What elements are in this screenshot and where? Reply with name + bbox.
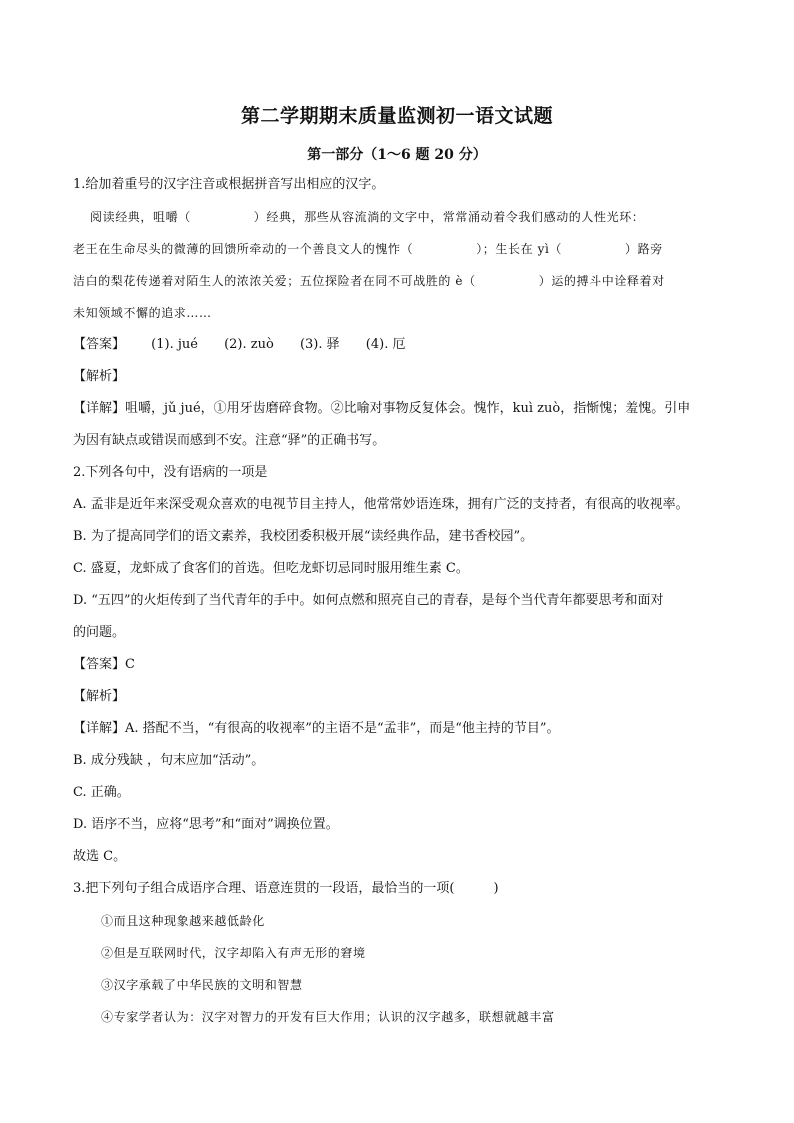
section-subtitle: 第一部分（1～6 题 20 分） [307, 147, 487, 163]
q1-answer-row [73, 336, 427, 354]
q2-option-d-cont: 的问题。 [73, 625, 126, 640]
question-3-stem: 3.把下列句子组合成语序合理、语意连贯的一段语，最恰当的一项( ) [73, 881, 499, 896]
answer-item: (1). jué [151, 337, 198, 352]
page-title: 第二学期期末质量监测初一语文试题 [240, 105, 553, 127]
answer-item: (2). zuò [224, 337, 274, 352]
q2-detail-line: 故选 C。 [73, 849, 127, 864]
q1-passage-line: 未知领域不懈的追求…… [73, 306, 212, 320]
q2-answer: 【答案】C [73, 657, 135, 672]
q3-item: ①而且这种现象越来越低龄化 [101, 914, 265, 928]
question-1-stem: 1.给加着重号的汉字注音或根据拼音写出相应的汉字。 [73, 177, 385, 192]
q3-item: ④专家学者认为：汉字对智力的开发有巨大作用；认识的汉字越多，联想就越丰富 [101, 1010, 555, 1024]
q1-detail-line: 【详解】咀嚼，jǔ jué，①用牙齿磨碎食物。②比喻对事物反复体会。愧怍，kuì zuò，指惭愧；羞愧。引申 [73, 401, 691, 416]
q3-item: ③汉字承载了中华民族的文明和智慧 [101, 978, 303, 992]
q2-option-a: A. 孟非是近年来深受观众喜欢的电视节目主持人，他常常妙语连珠，拥有广泛的支持者，有很高的收视率。 [73, 497, 689, 512]
q3-item: ②但是互联网时代，汉字却陷入有声无形的窘境 [101, 946, 366, 960]
q2-detail-line: 【详解】A. 搭配不当，“有很高的收视率”的主语不是“孟非”，而是“他主持的节目”。 [73, 721, 560, 736]
question-2-stem: 2.下列各句中，没有语病的一项是 [73, 465, 268, 480]
q1-detail-line: 为因有缺点或错误而感到不安。注意“驿”的正确书写。 [73, 433, 386, 448]
q1-passage-line: 老王在生命尽头的微薄的回馈所牵动的一个善良文人的愧怍（ ）；生长在 yì（ ）路旁 [73, 242, 663, 256]
q2-option-b: B. 为了提高同学们的语文素养，我校团委积极开展“读经典作品，建书香校园”。 [73, 529, 534, 544]
answer-tag: 【答案】 [73, 337, 126, 352]
q2-detail-line: D. 语序不当，应将“思考”和“面对”调换位置。 [73, 817, 339, 832]
answer-item: (3). 驿 [299, 337, 340, 352]
q1-passage-line: 洁白的梨花传递着对陌生人的浓浓关爱；五位探险者在同不可战胜的 è（ ）运的搏斗中诠释着对 [73, 274, 665, 288]
answer-item: (4). 厄 [365, 337, 406, 352]
analysis-tag: 【解析】 [73, 689, 126, 704]
q2-detail-line: C. 正确。 [73, 785, 130, 800]
q2-option-d: D. “五四”的火炬传到了当代青年的手中。如何点燃和照亮自己的青春，是每个当代青年都要思考和面对 [73, 593, 664, 608]
q2-option-c: C. 盛夏，龙虾成了食客们的首选。但吃龙虾切忌同时服用维生素 C。 [73, 561, 469, 576]
analysis-tag: 【解析】 [73, 369, 126, 384]
q1-passage-line: 阅读经典，咀嚼（ ）经典，那些从容流淌的文字中，常常涌动着令我们感动的人性光环： [90, 210, 645, 224]
q2-detail-line: B. 成分残缺 ，句末应加“活动”。 [73, 753, 265, 768]
